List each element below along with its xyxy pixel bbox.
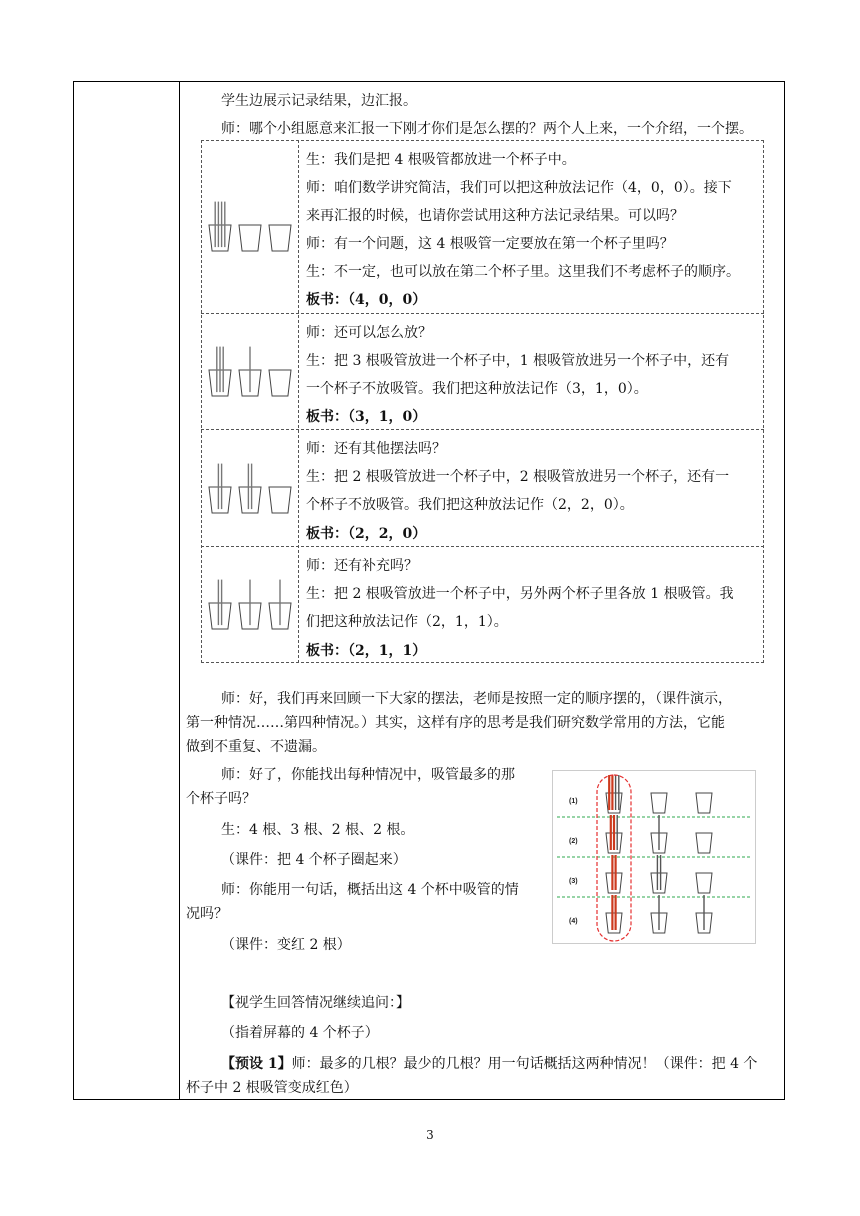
cup-icon	[696, 793, 712, 813]
cup-icon	[606, 873, 622, 893]
cup-1	[209, 580, 231, 629]
figure-cup	[696, 793, 712, 813]
row1-line-3: 来再汇报的时候，也请你尝试用这种方法记录结果。可以吗？	[306, 208, 684, 224]
figure-cup	[606, 815, 622, 853]
row4-line-1: 师：还有补充吗？	[306, 558, 418, 574]
intro-line-1: 学生边展示记录结果，边汇报。	[221, 93, 417, 109]
cups-illustration-row4	[205, 573, 295, 635]
cup-1	[209, 347, 231, 396]
report-row-separator	[201, 546, 764, 547]
follow-line-3	[221, 1054, 757, 1074]
report-row-separator	[201, 313, 764, 314]
row1-board: 板书：（4，0，0）	[306, 292, 427, 308]
figure-cup	[606, 855, 622, 893]
cup-icon	[269, 225, 291, 251]
side-line-7: （课件：变红 2 根）	[221, 937, 351, 953]
row1-line-5: 生：不一定，也可以放在第二个杯子里。这里我们不考虑杯子的顺序。	[306, 264, 740, 280]
row3-line-2: 生：把 2 根吸管放进一个杯子中，2 根吸管放进另一个杯子，还有一	[306, 469, 730, 485]
cup-3	[269, 580, 291, 629]
preset-label: 【预设 1】	[221, 1056, 292, 1072]
cups-illustration-row3	[205, 457, 295, 519]
side-line-4: （课件：把 4 个杯子圈起来）	[221, 852, 407, 868]
row4-board: 板书：（2，1，1）	[306, 643, 427, 659]
side-line-5: 师：你能用一句话，概括出这 4 个杯中吸管的情	[221, 882, 519, 898]
cup-2	[239, 225, 261, 251]
row1-line-2: 师：咱们数学讲究简洁，我们可以把这种放法记作（4，0，0）。接下	[306, 180, 732, 196]
cups-illustration-row1	[205, 195, 295, 257]
cup-3	[269, 487, 291, 513]
preset-text: 师：最多的几根？最少的几根？用一句话概括这两种情况！（课件：把 4 个	[291, 1056, 758, 1072]
cup-icon	[696, 873, 712, 893]
cup-icon	[696, 833, 712, 853]
figure-cup	[606, 775, 622, 813]
cup-icon	[269, 487, 291, 513]
row2-line-3: 一个杯子不放吸管。我们把这种放法记作（3，1，0）。	[306, 381, 648, 397]
figure-cup	[696, 873, 712, 893]
cup-icon	[651, 873, 667, 893]
review-line-1: 师：好，我们再来回顾一下大家的摆法，老师是按照一定的顺序摆的，（课件演示，	[221, 691, 732, 707]
figure-cup	[606, 895, 622, 933]
follow-line-4: 杯子中 2 根吸管变成红色）	[186, 1080, 358, 1096]
cup-2	[239, 580, 261, 629]
figure-cup	[696, 833, 712, 853]
cup-icon	[269, 370, 291, 396]
row2-board: 板书：（3，1，0）	[306, 409, 427, 425]
cup-icon	[209, 603, 231, 629]
figure-cup	[651, 895, 667, 933]
courseware-figure-graphic	[553, 771, 755, 943]
follow-line-2: （指着屏幕的 4 个杯子）	[221, 1025, 379, 1041]
figure-row-label: (2)	[569, 838, 578, 845]
figure-row-label: (1)	[569, 798, 578, 805]
review-line-3: 做到不重复、不遗漏。	[186, 739, 326, 755]
cup-icon	[239, 225, 261, 251]
cup-icon	[651, 793, 667, 813]
cup-2	[239, 464, 261, 513]
report-row-separator	[201, 429, 764, 430]
row1-line-1: 生：我们是把 4 根吸管都放进一个杯子中。	[306, 152, 576, 168]
follow-line-1: 【视学生回答情况继续追问：】	[221, 995, 410, 1011]
figure-cup	[651, 793, 667, 813]
figure-row-label: (3)	[569, 878, 578, 885]
cup-2	[239, 347, 261, 396]
row4-line-3: 们把这种放法记作（2，1，1）。	[306, 614, 508, 630]
cup-icon	[606, 913, 622, 933]
row1-line-4: 师：有一个问题，这 4 根吸管一定要放在第一个杯子里吗？	[306, 236, 674, 252]
cups-illustration-row2	[205, 340, 295, 402]
cup-3	[269, 370, 291, 396]
cup-3	[269, 225, 291, 251]
side-line-6: 况吗？	[186, 906, 228, 922]
figure-cup	[651, 815, 667, 853]
side-line-3: 生：4 根、3 根、2 根、2 根。	[221, 822, 415, 838]
side-line-1: 师：好了，你能找出每种情况中，吸管最多的那	[221, 767, 515, 783]
row3-line-3: 个杯子不放吸管。我们把这种放法记作（2，2，0）。	[306, 497, 634, 513]
page-number: 3	[426, 1128, 434, 1142]
cup-1	[209, 202, 231, 251]
side-line-2: 个杯子吗？	[186, 791, 256, 807]
row2-line-1: 师：还可以怎么放？	[306, 325, 432, 341]
figure-cup	[696, 895, 712, 933]
cup-icon	[239, 487, 261, 513]
cup-icon	[209, 487, 231, 513]
cup-icon	[209, 225, 231, 251]
report-table-column-line	[298, 140, 299, 663]
intro-line-2: 师：哪个小组愿意来汇报一下刚才你们是怎么摆的？两个人上来，一个介绍，一个摆。	[221, 121, 753, 137]
figure-row-label: (4)	[569, 918, 578, 925]
figure-cup	[651, 855, 667, 893]
review-line-2: 第一种情况……第四种情况。）其实，这样有序的思考是我们研究数学常用的方法，它能	[186, 715, 725, 731]
courseware-figure	[552, 770, 756, 944]
cup-1	[209, 464, 231, 513]
row4-line-2: 生：把 2 根吸管放进一个杯子中，另外两个杯子里各放 1 根吸管。我	[306, 586, 734, 602]
row3-line-1: 师：还有其他摆法吗？	[306, 441, 446, 457]
table-column-divider	[179, 81, 180, 1100]
row2-line-2: 生：把 3 根吸管放进一个杯子中，1 根吸管放进另一个杯子中，还有	[306, 353, 730, 369]
row3-board: 板书：（2，2，0）	[306, 526, 427, 542]
